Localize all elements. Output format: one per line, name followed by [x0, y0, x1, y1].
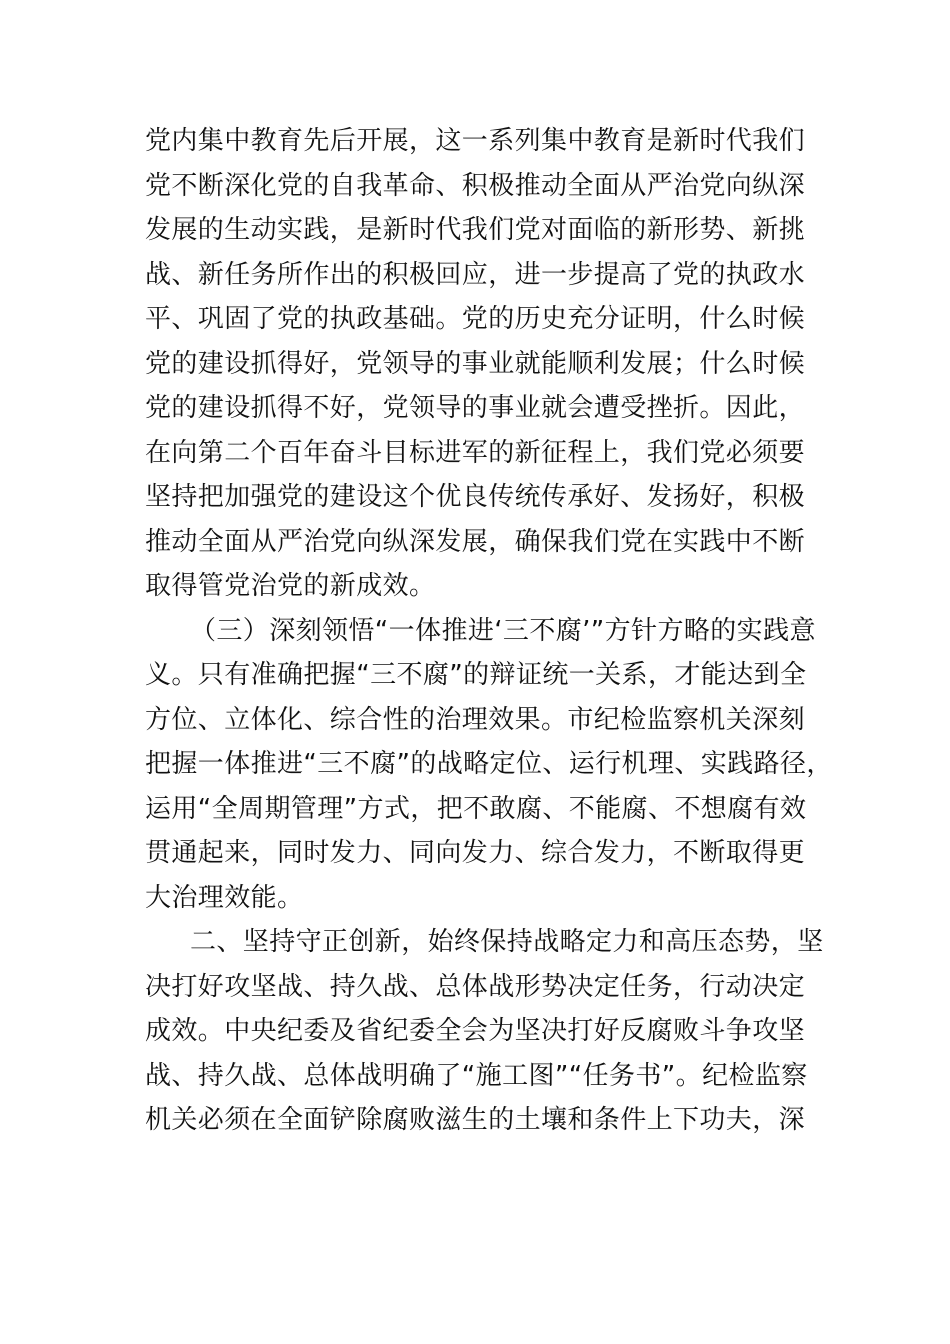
body-text-line: 坚持把加强党的建设这个优良传统传承好、发扬好，积极 [145, 482, 806, 512]
body-text-line: 推动全面从严治党向纵深发展，确保我们党在实践中不断 [145, 527, 806, 557]
body-text-line: 运用“全周期管理”方式，把不敢腐、不能腐、不想腐有效 [145, 794, 807, 824]
body-text-line: 发展的生动实践，是新时代我们党对面临的新形势、新挑 [145, 215, 806, 245]
body-text-line: 贯通起来，同时发力、同向发力、综合发力，不断取得更 [145, 838, 806, 868]
body-text-line: 战、持久战、总体战明确了“施工图”“任务书”。纪检监察 [145, 1061, 808, 1091]
body-text-line: 党内集中教育先后开展，这一系列集中教育是新时代我们 [145, 126, 806, 156]
body-text-line: 党的建设抓得不好，党领导的事业就会遭受挫折。因此， [145, 393, 806, 423]
body-text-line: 大治理效能。 [145, 883, 304, 913]
body-text-line: 党不断深化党的自我革命、积极推动全面从严治党向纵深 [145, 171, 806, 201]
body-text-line: 把握一体推进“三不腐”的战略定位、运行机理、实践路径， [145, 749, 833, 779]
body-text-line: 义。只有准确把握“三不腐”的辩证统一关系，才能达到全 [145, 660, 807, 690]
body-text-line: 在向第二个百年奋斗目标进军的新征程上，我们党必须要 [145, 438, 806, 468]
section-heading-line: 二、坚持守正创新，始终保持战略定力和高压态势，坚 [190, 927, 824, 957]
body-text-line: 机关必须在全面铲除腐败滋生的土壤和条件上下功夫，深 [145, 1105, 806, 1135]
section-heading-line: （三）深刻领悟“一体推进‘三不腐’”方针方略的实践意 [190, 616, 816, 646]
body-text-line: 取得管党治党的新成效。 [145, 571, 436, 601]
body-text-line: 方位、立体化、综合性的治理效果。市纪检监察机关深刻 [145, 705, 806, 735]
body-text-line: 战、新任务所作出的积极回应，进一步提高了党的执政水 [145, 260, 806, 290]
body-text-line: 平、巩固了党的执政基础。党的历史充分证明，什么时候 [145, 304, 806, 334]
body-text-line: 成效。中央纪委及省纪委全会为坚决打好反腐败斗争攻坚 [145, 1016, 806, 1046]
body-text-line: 党的建设抓得好，党领导的事业就能顺利发展；什么时候 [145, 349, 806, 379]
body-text-line: 决打好攻坚战、持久战、总体战形势决定任务，行动决定 [145, 972, 806, 1002]
